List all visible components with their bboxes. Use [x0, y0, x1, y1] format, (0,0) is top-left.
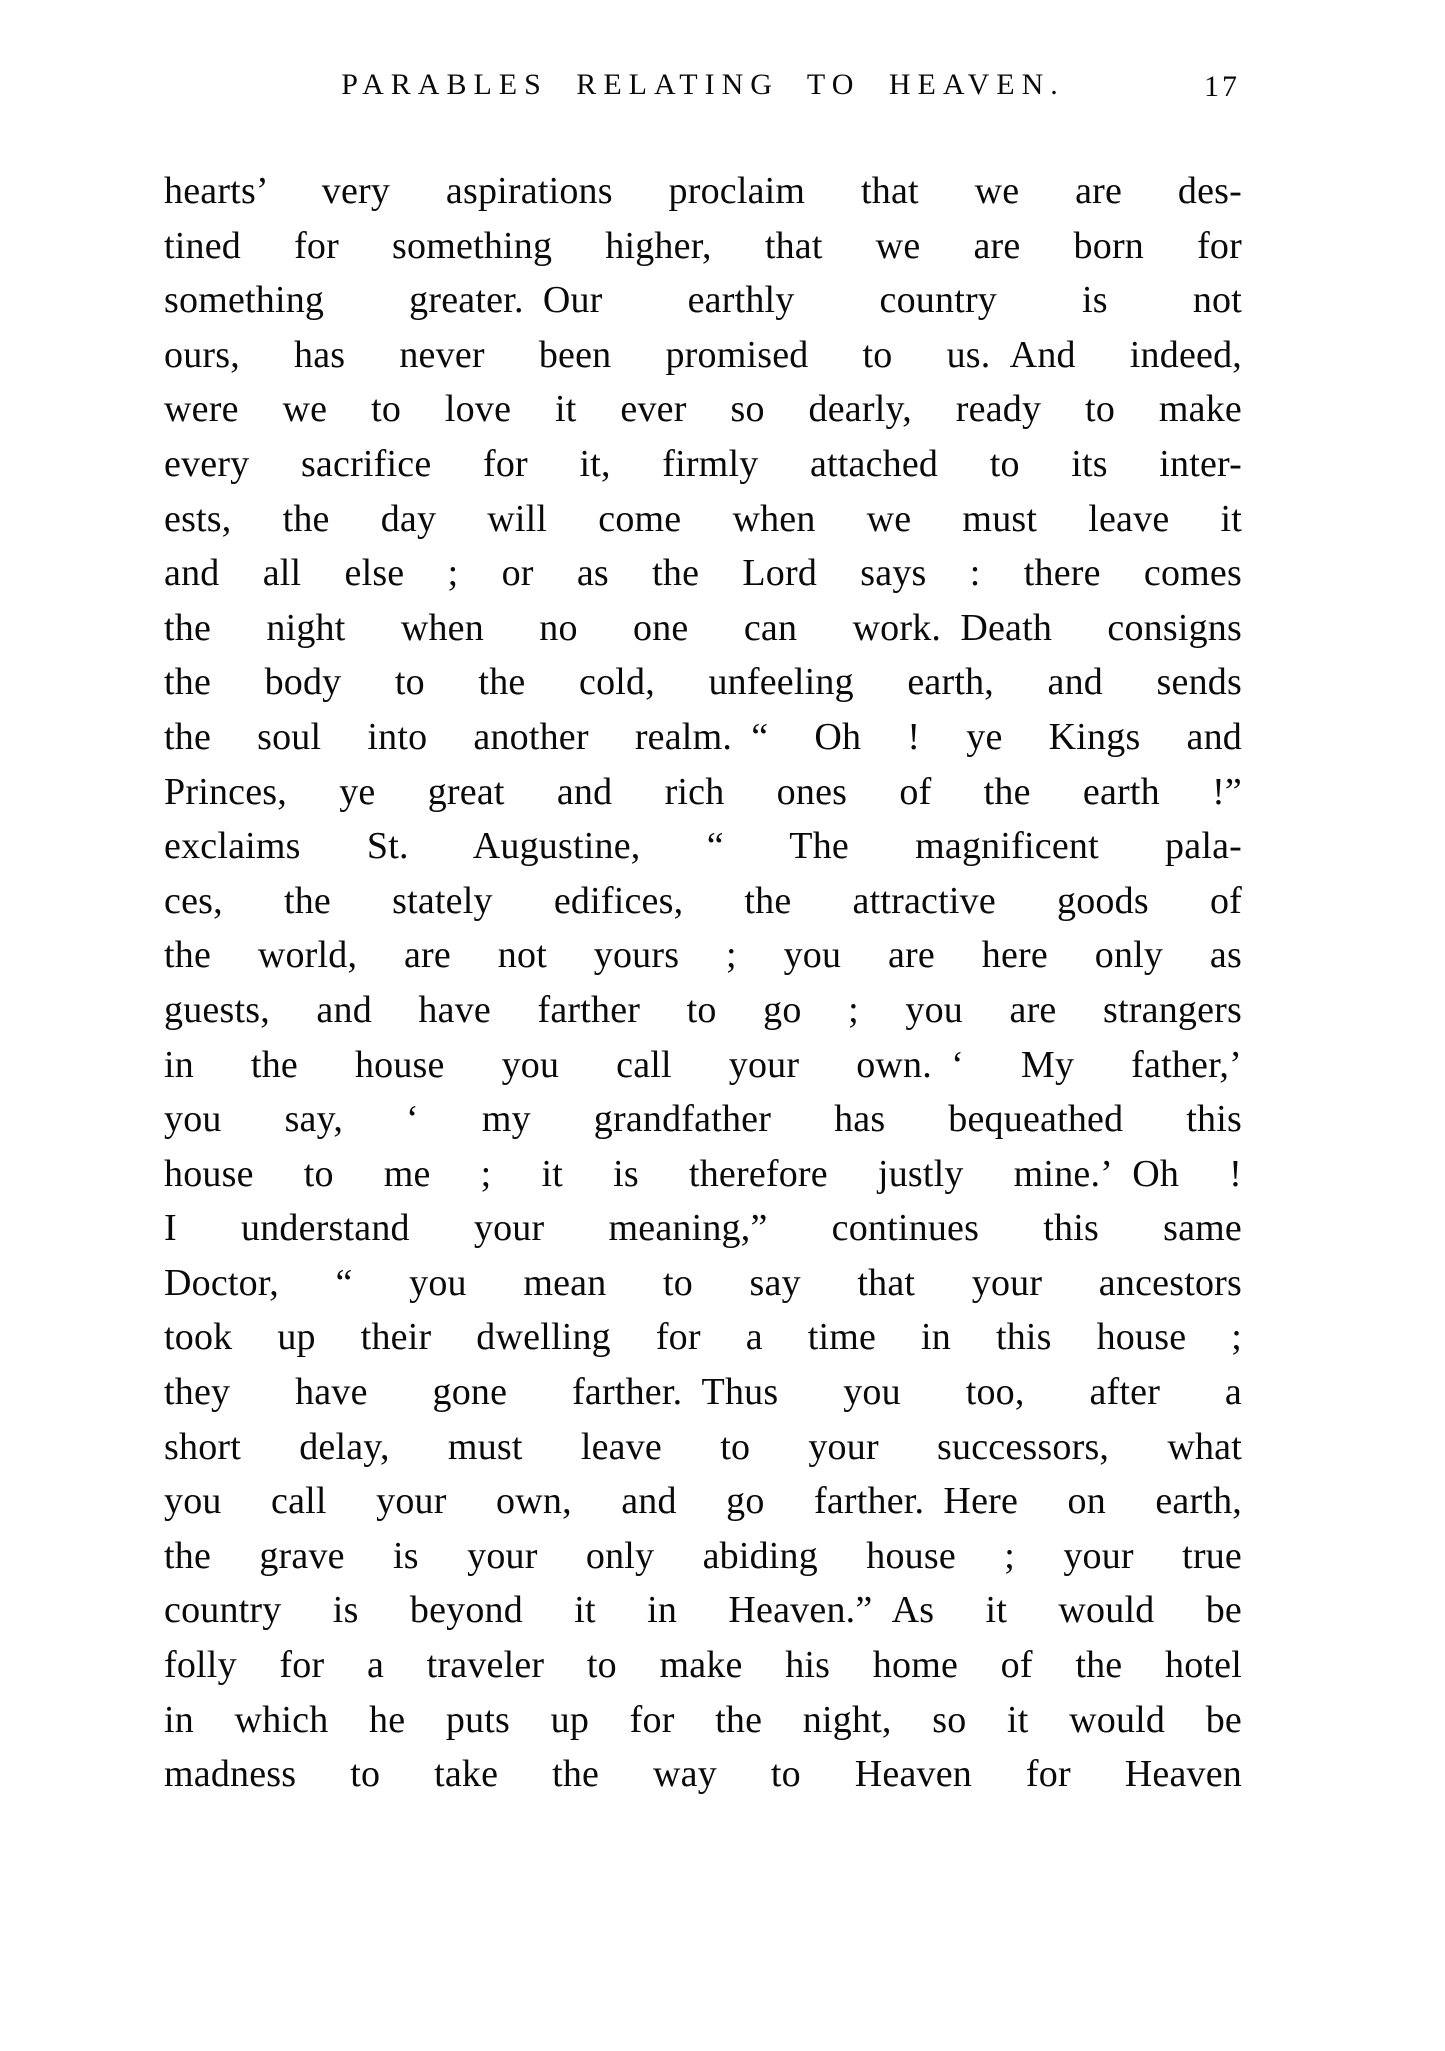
paragraph	[164, 164, 1242, 1802]
text-line: took up their dwelling for a time in this house ;	[164, 1316, 1242, 1359]
text-line: I understand your meaning,” continues this same	[164, 1207, 1242, 1250]
text-line: madness to take the way to Heaven for Heaven	[164, 1753, 1242, 1796]
page-number: 17	[1204, 70, 1240, 103]
text-line: the body to the cold, unfeeling earth, and sends	[164, 661, 1242, 704]
text-line: folly for a traveler to make his home of the hotel	[164, 1644, 1242, 1687]
text-line: tined for something higher, that we are born for	[164, 224, 1242, 267]
text-line: and all else ; or as the Lord says : there comes	[164, 552, 1242, 595]
text-line: ces, the stately edifices, the attractive goods of	[164, 879, 1242, 922]
text-line: you say, ‘ my grandfather has bequeathed this	[164, 1098, 1242, 1141]
text-line: Princes, ye great and rich ones of the earth !”	[164, 770, 1242, 813]
text-line: house to me ; it is therefore justly mine.’ Oh !	[164, 1152, 1242, 1195]
text-line: country is beyond it in Heaven.” As it would be	[164, 1589, 1242, 1632]
text-line: ests, the day will come when we must leave it	[164, 497, 1242, 540]
text-line: they have gone farther. Thus you too, after a	[164, 1371, 1242, 1414]
text-line: hearts’ very aspirations proclaim that we are des-	[164, 170, 1242, 212]
text-block	[164, 0, 1242, 1802]
text-line: in the house you call your own. ‘ My father,’	[164, 1043, 1242, 1086]
text-line: exclaims St. Augustine, “ The magnificent pala-	[164, 825, 1242, 868]
running-title: PARABLES RELATING TO HEAVEN.	[341, 68, 1065, 101]
text-line: in which he puts up for the night, so it would be	[164, 1698, 1242, 1741]
text-line: guests, and have farther to go ; you are strangers	[164, 988, 1242, 1031]
text-line: Doctor, “ you mean to say that your ancestors	[164, 1261, 1242, 1304]
text-line: you call your own, and go farther. Here on earth,	[164, 1480, 1242, 1523]
text-line: the night when no one can work. Death consigns	[164, 606, 1242, 649]
text-line: ours, has never been promised to us. And indeed,	[164, 333, 1242, 376]
text-line: every sacrifice for it, firmly attached to its inter-	[164, 442, 1242, 485]
text-line: were we to love it ever so dearly, ready to make	[164, 388, 1242, 431]
text-line: short delay, must leave to your successors, what	[164, 1425, 1242, 1468]
running-head	[164, 68, 1242, 110]
text-line: something greater. Our earthly country is not	[164, 279, 1242, 322]
text-line: the grave is your only abiding house ; your true	[164, 1534, 1242, 1577]
text-line: the soul into another realm. “ Oh ! ye Kings and	[164, 715, 1242, 758]
text-line: the world, are not yours ; you are here only as	[164, 934, 1242, 977]
